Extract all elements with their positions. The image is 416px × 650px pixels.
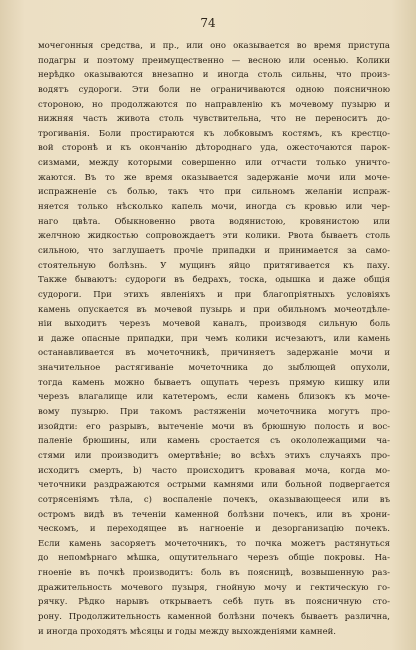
text-line: Также бываютъ: судороги въ бедрахъ, тоска, одышка и даже общія — [38, 275, 390, 286]
text-line: вой сторонѣ и къ окончанію дѣтороднаго уда, ожесточаются парок- — [38, 143, 390, 154]
text-line: жаются. Въ то же время оказывается задержаніе мочи или моче- — [38, 172, 390, 183]
text-line: тогда камень можно бываетъ ощупать черезъ прямую кишку или — [38, 377, 390, 388]
text-line: вому пузырю. При такомъ растяженіи мочеточника могутъ про- — [38, 407, 390, 418]
text-line: водятъ судороги. Эти боли не ограничиваются одною поясничною — [38, 84, 390, 95]
text-line: няется только нѣсколько капель мочи, иногда съ кровью или чер- — [38, 202, 390, 213]
text-line: камень опускается въ мочевой пузырь и при обильномъ мочеотдѣле- — [38, 304, 390, 315]
text-line: стороною, но продолжаются по направленію къ мочевому пузырю и — [38, 99, 390, 110]
text-line: остромъ видѣ въ теченіи каменной болѣзни почекъ, или въ хрони- — [38, 509, 390, 520]
text-line: останавливается въ мочеточникѣ, причиняетъ задержаніе мочи и — [38, 348, 390, 359]
text-line: нижняя часть живота столь чувствительна, что не переноситъ до- — [38, 114, 390, 125]
text-line: исходитъ смерть, b) часто происходитъ кровавая моча, когда мо- — [38, 465, 390, 476]
text-line: изойдти: его разрывъ, вытеченіе мочи въ брюшную полость и вос- — [38, 421, 390, 432]
text-line: трогиванія. Боли простираются къ лобковымъ костямъ, къ крестцо- — [38, 128, 390, 139]
text-line: стями или производитъ омертвѣніе; во всѣхъ этихъ случаяхъ про- — [38, 450, 390, 461]
text-line: ніи выходитъ черезъ мочевой каналъ, производя сильную боль — [38, 319, 390, 330]
text-line: дражительность мочевого пузыря, гнойную мочу и гектическую го- — [38, 582, 390, 593]
text-line: четочники раздражаются острыми камнями или больной подвергается — [38, 480, 390, 491]
text-line: судороги. При этихъ явленіяхъ и при благопріятныхъ условіяхъ — [38, 289, 390, 300]
text-line: гноеніе въ почкѣ производитъ: боль въ поясницѣ, возвышенную раз- — [38, 568, 390, 579]
text-line: и даже опасные припадки, при чемъ колики исчезаютъ, или камень — [38, 333, 390, 344]
text-line: сизмами, между которыми совершенно или отчасти только уничто- — [38, 158, 390, 169]
text-line: рону. Продолжительность каменной болѣзни почекъ бываетъ различна, — [38, 611, 390, 622]
text-line: и иногда проходятъ мѣсяцы и годы между выхожденіями камней. — [38, 626, 336, 637]
body-text — [38, 39, 390, 639]
text-line: сильною, что заглушаетъ прочіе припадки и принимается за само- — [38, 245, 390, 256]
text-line: значительное растягиваніе мочеточника до зыблющей опухоли, — [38, 363, 390, 374]
text-line: Если камень засоряетъ мочеточникъ, то почка можетъ растянуться — [38, 538, 390, 549]
text-line: до непомѣрнаго мѣшка, ощутительнаго черезъ общіе покровы. На- — [38, 553, 390, 564]
text-line: рячку. Рѣдко нарывъ открываетъ себѣ путь въ поясничную сто- — [38, 597, 390, 608]
text-line: нерѣдко оказываются внезапно и иногда столь сильны, что произ- — [38, 70, 390, 81]
text-line: подагры и поэтому преимущественно — весною или осенью. Колики — [38, 55, 390, 66]
text-line: сотрясеніямъ тѣла, c) воспаленіе почекъ, оказывающееся или въ — [38, 494, 390, 505]
page-number: 74 — [200, 16, 216, 30]
text-line: наго цвѣта. Обыкновенно рвота водянистою, кровянистою или — [38, 216, 390, 227]
text-line: желчною жидкостью сопровождаетъ эти колики. Рвота бываетъ столь — [38, 231, 390, 242]
text-line: черезъ влагалище или катетеромъ, если камень близокъ къ моче- — [38, 392, 390, 403]
text-line: стоятельную болѣзнь. У мущинъ яйцо притягивается къ паху. — [38, 260, 390, 271]
text-line: испражненіе съ болью, такъ что при сильномъ желаніи испраж- — [38, 187, 390, 198]
text-line: паленіе брюшины, или камень сростается съ окололежащими ча- — [38, 436, 390, 447]
text-line: ческомъ, и переходящее въ нагноеніе и дезорганизацію почекъ. — [38, 524, 390, 535]
text-line: мочегонныя средства, и пр., или оно оказывается во время приступа — [38, 41, 390, 51]
